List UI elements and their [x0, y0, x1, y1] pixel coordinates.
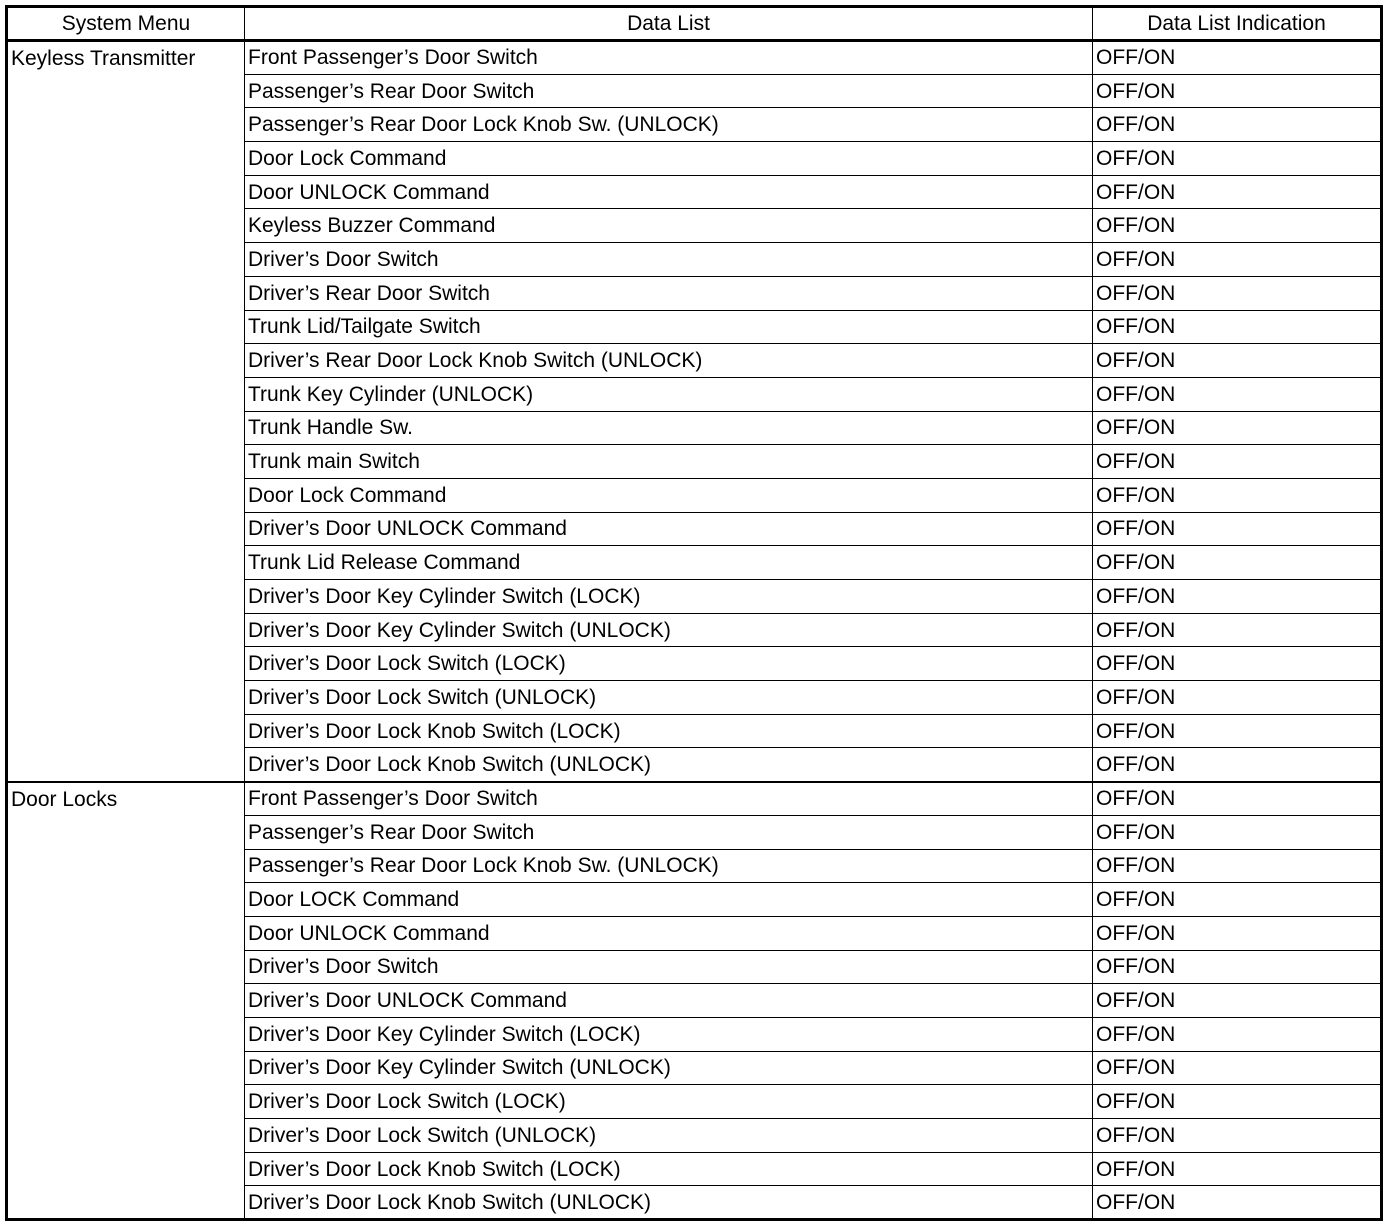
data-list-cell: Passenger’s Rear Door Lock Knob Sw. (UNLOCK)	[245, 849, 1093, 883]
indication-cell: OFF/ON	[1093, 276, 1382, 310]
indication-cell: OFF/ON	[1093, 108, 1382, 142]
data-list-cell: Passenger’s Rear Door Lock Knob Sw. (UNLOCK)	[245, 108, 1093, 142]
data-list-cell: Trunk main Switch	[245, 445, 1093, 479]
data-list-cell: Front Passenger’s Door Switch	[245, 782, 1093, 816]
data-list-cell: Driver’s Door Lock Switch (UNLOCK)	[245, 1119, 1093, 1153]
data-list-cell: Driver’s Door UNLOCK Command	[245, 984, 1093, 1018]
data-list-cell: Passenger’s Rear Door Switch	[245, 74, 1093, 108]
indication-cell: OFF/ON	[1093, 377, 1382, 411]
indication-cell: OFF/ON	[1093, 243, 1382, 277]
data-list-cell: Driver’s Door Lock Switch (UNLOCK)	[245, 681, 1093, 715]
data-list-cell: Trunk Handle Sw.	[245, 411, 1093, 445]
indication-cell: OFF/ON	[1093, 681, 1382, 715]
data-list-cell: Door LOCK Command	[245, 883, 1093, 917]
data-list-cell: Driver’s Door Lock Knob Switch (UNLOCK)	[245, 748, 1093, 782]
data-list-cell: Driver’s Door UNLOCK Command	[245, 512, 1093, 546]
data-list-cell: Door Lock Command	[245, 478, 1093, 512]
indication-cell: OFF/ON	[1093, 478, 1382, 512]
data-list-cell: Front Passenger’s Door Switch	[245, 41, 1093, 75]
indication-cell: OFF/ON	[1093, 142, 1382, 176]
data-list-cell: Keyless Buzzer Command	[245, 209, 1093, 243]
header-data-list-indication: Data List Indication	[1093, 7, 1382, 41]
data-list-cell: Driver’s Door Switch	[245, 950, 1093, 984]
indication-cell: OFF/ON	[1093, 1017, 1382, 1051]
indication-cell: OFF/ON	[1093, 1085, 1382, 1119]
data-list-cell: Trunk Lid/Tailgate Switch	[245, 310, 1093, 344]
indication-cell: OFF/ON	[1093, 175, 1382, 209]
data-list-cell: Driver’s Door Lock Knob Switch (LOCK)	[245, 1152, 1093, 1186]
indication-cell: OFF/ON	[1093, 41, 1382, 75]
data-list-cell: Door UNLOCK Command	[245, 916, 1093, 950]
data-list-cell: Driver’s Door Lock Switch (LOCK)	[245, 647, 1093, 681]
indication-cell: OFF/ON	[1093, 950, 1382, 984]
indication-cell: OFF/ON	[1093, 580, 1382, 614]
indication-cell: OFF/ON	[1093, 714, 1382, 748]
data-list-cell: Driver’s Door Key Cylinder Switch (LOCK)	[245, 1017, 1093, 1051]
data-list-cell: Door Lock Command	[245, 142, 1093, 176]
table-row	[7, 782, 1382, 816]
header-row	[7, 7, 1382, 41]
data-list-table	[5, 5, 1383, 1221]
indication-cell: OFF/ON	[1093, 815, 1382, 849]
indication-cell: OFF/ON	[1093, 1152, 1382, 1186]
indication-cell: OFF/ON	[1093, 74, 1382, 108]
data-list-cell: Trunk Key Cylinder (UNLOCK)	[245, 377, 1093, 411]
indication-cell: OFF/ON	[1093, 344, 1382, 378]
data-list-cell: Driver’s Door Lock Knob Switch (UNLOCK)	[245, 1186, 1093, 1220]
data-list-cell: Door UNLOCK Command	[245, 175, 1093, 209]
table-row	[7, 41, 1382, 75]
header-data-list: Data List	[245, 7, 1093, 41]
data-list-cell: Driver’s Door Lock Switch (LOCK)	[245, 1085, 1093, 1119]
system-menu-cell: Keyless Transmitter	[7, 41, 245, 782]
indication-cell: OFF/ON	[1093, 782, 1382, 816]
data-list-cell: Driver’s Door Key Cylinder Switch (LOCK)	[245, 580, 1093, 614]
system-menu-cell: Door Locks	[7, 782, 245, 1220]
data-list-cell: Passenger’s Rear Door Switch	[245, 815, 1093, 849]
indication-cell: OFF/ON	[1093, 984, 1382, 1018]
data-list-cell: Trunk Lid Release Command	[245, 546, 1093, 580]
indication-cell: OFF/ON	[1093, 209, 1382, 243]
indication-cell: OFF/ON	[1093, 1051, 1382, 1085]
indication-cell: OFF/ON	[1093, 849, 1382, 883]
data-list-cell: Driver’s Door Lock Knob Switch (LOCK)	[245, 714, 1093, 748]
indication-cell: OFF/ON	[1093, 445, 1382, 479]
table-body	[7, 41, 1382, 1220]
indication-cell: OFF/ON	[1093, 883, 1382, 917]
table-header	[7, 7, 1382, 41]
indication-cell: OFF/ON	[1093, 411, 1382, 445]
indication-cell: OFF/ON	[1093, 1186, 1382, 1220]
indication-cell: OFF/ON	[1093, 613, 1382, 647]
indication-cell: OFF/ON	[1093, 546, 1382, 580]
indication-cell: OFF/ON	[1093, 310, 1382, 344]
indication-cell: OFF/ON	[1093, 748, 1382, 782]
data-list-cell: Driver’s Door Switch	[245, 243, 1093, 277]
data-list-cell: Driver’s Rear Door Switch	[245, 276, 1093, 310]
header-system-menu: System Menu	[7, 7, 245, 41]
indication-cell: OFF/ON	[1093, 916, 1382, 950]
data-list-cell: Driver’s Door Key Cylinder Switch (UNLOCK)	[245, 1051, 1093, 1085]
data-list-cell: Driver’s Rear Door Lock Knob Switch (UNLOCK)	[245, 344, 1093, 378]
indication-cell: OFF/ON	[1093, 512, 1382, 546]
indication-cell: OFF/ON	[1093, 647, 1382, 681]
data-list-cell: Driver’s Door Key Cylinder Switch (UNLOCK)	[245, 613, 1093, 647]
indication-cell: OFF/ON	[1093, 1119, 1382, 1153]
